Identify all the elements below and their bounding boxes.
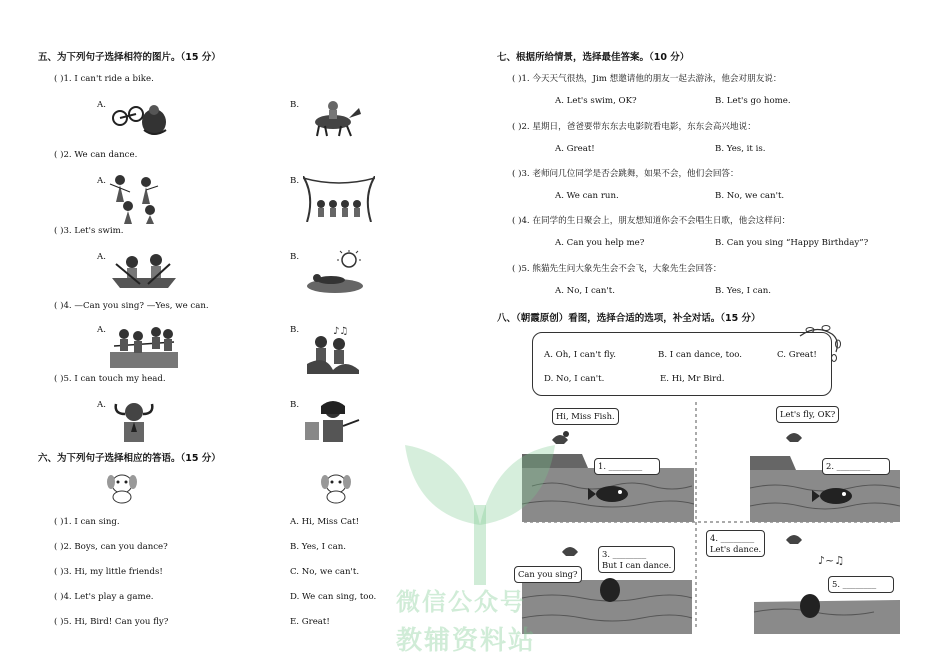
options-box [532, 332, 832, 396]
section8-heading: 八、（朝霞原创）看图，选择合适的选项，补全对话。（15 分） [497, 313, 761, 324]
s7-q1-option-a: A. Let's swim, OK? [555, 96, 637, 106]
option-a-label: A. [97, 100, 106, 110]
answer-blank[interactable]: ( ) [54, 617, 64, 627]
option-b-label: B. [290, 176, 300, 186]
option-b-label: B. [290, 400, 300, 410]
answer-bubble-3[interactable]: 3. ________ But I can dance. [598, 546, 675, 573]
option-a-label: A. [97, 252, 106, 262]
option-b-label: B. [290, 325, 300, 335]
section7-heading: 七、根据所给情景，选择最佳答案。（10 分） [497, 52, 690, 63]
answer-bubble-2[interactable]: 2. ________ [822, 458, 890, 475]
s5-q5: ( )5. I can touch my head. [54, 374, 166, 384]
option-b-label: B. [290, 100, 300, 110]
s7-q5: ( )5. 熊猫先生问大象先生会不会飞，大象先生会回答： [512, 264, 722, 274]
s8-option-b: B. I can dance, too. [658, 350, 743, 360]
answer-blank[interactable]: ( ) [54, 542, 64, 552]
s8-option-c: C. Great! [777, 350, 817, 360]
puppy-icon [318, 470, 354, 504]
s7-q3-option-a: A. We can run. [555, 191, 619, 201]
watermark-line-2: 教辅资料站 [396, 626, 537, 656]
svg-text:♪~♫: ♪~♫ [818, 554, 845, 567]
s7-q5-option-b: B. Yes, I can. [715, 286, 771, 296]
answer-blank[interactable]: ( ) [512, 264, 522, 274]
section5-heading: 五、为下列句子选择相符的图片。（15 分） [38, 52, 221, 63]
answer-blank[interactable]: ( ) [512, 74, 522, 84]
answer-blank[interactable]: ( ) [54, 74, 64, 84]
comic-panel-2 [750, 400, 900, 522]
s7-q2: ( )2. 星期日，爸爸要带东东去电影院看电影，东东会高兴地说： [512, 122, 756, 132]
s8-option-a: A. Oh, I can't fly. [544, 350, 617, 360]
s6-answer-b: B. Yes, I can. [290, 542, 346, 552]
option-a-label: A. [97, 176, 106, 186]
s5-q3: ( )3. Let's swim. [54, 226, 124, 236]
boat-rowing-picture [110, 250, 178, 290]
s5-q2: ( )2. We can dance. [54, 150, 138, 160]
singing-kids-picture [305, 324, 361, 374]
horse-rider-picture [305, 98, 363, 138]
answer-blank[interactable]: ( ) [54, 592, 64, 602]
s7-q3: ( )3. 老师问几位同学是否会跳舞，如果不会，他们会回答： [512, 169, 739, 179]
s8-option-e: E. Hi, Mr Bird. [660, 374, 725, 384]
answer-blank[interactable]: ( ) [54, 517, 64, 527]
option-a-label: A. [97, 325, 106, 335]
tug-of-war-picture [110, 322, 178, 368]
teacher-pointing-picture [303, 398, 361, 444]
s7-q2-option-b: B. Yes, it is. [715, 144, 766, 154]
answer-blank[interactable]: ( ) [54, 374, 64, 384]
watermark-line-1: 微信公众号 [396, 588, 526, 616]
s7-q4: ( )4. 在同学的生日聚会上，朋友想知道你会不会唱生日歌，他会这样问： [512, 216, 791, 226]
s6-answer-d: D. We can sing, too. [290, 592, 377, 602]
answer-bubble-4[interactable]: 4. ________ Let's dance. [706, 530, 765, 557]
s6-q5: ( )5. Hi, Bird! Can you fly? [54, 617, 169, 627]
answer-blank[interactable]: ( ) [512, 122, 522, 132]
s8-option-d: D. No, I can't. [544, 374, 605, 384]
dancing-kids-picture [108, 172, 162, 224]
s5-q4: ( )4. —Can you sing? —Yes, we can. [54, 301, 209, 311]
s7-q4-option-b: B. Can you sing “Happy Birthday”? [715, 238, 869, 248]
answer-blank[interactable]: ( ) [54, 150, 64, 160]
answer-blank[interactable]: ( ) [54, 301, 64, 311]
boy-touching-head-picture [110, 398, 158, 444]
answer-blank[interactable]: ( ) [512, 169, 522, 179]
s6-q2: ( )2. Boys, can you dance? [54, 542, 168, 552]
stage-dance-picture [303, 176, 375, 222]
section6-heading: 六、为下列句子选择相应的答语。（15 分） [38, 453, 221, 464]
answer-bubble-5[interactable]: 5. ________ [828, 576, 894, 593]
option-b-label: B. [290, 252, 300, 262]
s6-q1: ( )1. I can sing. [54, 517, 120, 527]
answer-bubble-1[interactable]: 1. ________ [594, 458, 660, 475]
answer-blank[interactable]: ( ) [54, 567, 64, 577]
s7-q5-option-a: A. No, I can't. [555, 286, 615, 296]
speech-bubble: Hi, Miss Fish. [552, 408, 619, 425]
speech-bubble: Can you sing? [514, 566, 582, 583]
bicycle-crash-picture [110, 100, 168, 138]
answer-blank[interactable]: ( ) [54, 226, 64, 236]
s7-q1: ( )1. 今天天气很热，Jim 想邀请他的朋友一起去游泳，他会对朋友说： [512, 74, 782, 84]
s7-q3-option-b: B. No, we can't. [715, 191, 785, 201]
svg-text:♪♫: ♪♫ [333, 326, 349, 337]
s7-q1-option-b: B. Let's go home. [715, 96, 791, 106]
answer-blank[interactable]: ( ) [512, 216, 522, 226]
speech-bubble: Let's fly, OK? [776, 406, 839, 423]
s7-q2-option-a: A. Great! [555, 144, 595, 154]
s6-q3: ( )3. Hi, my little friends! [54, 567, 163, 577]
s7-q4-option-a: A. Can you help me? [555, 238, 645, 248]
sprout-watermark-icon [395, 435, 565, 585]
s6-answer-e: E. Great! [290, 617, 330, 627]
sunbathing-picture [305, 250, 367, 294]
option-a-label: A. [97, 400, 106, 410]
s6-q4: ( )4. Let's play a game. [54, 592, 154, 602]
s6-answer-a: A. Hi, Miss Cat! [290, 517, 360, 527]
s5-q1: ( )1. I can't ride a bike. [54, 74, 154, 84]
s6-answer-c: C. No, we can't. [290, 567, 360, 577]
puppy-icon [104, 470, 140, 504]
comic-panel-4 [700, 528, 900, 634]
